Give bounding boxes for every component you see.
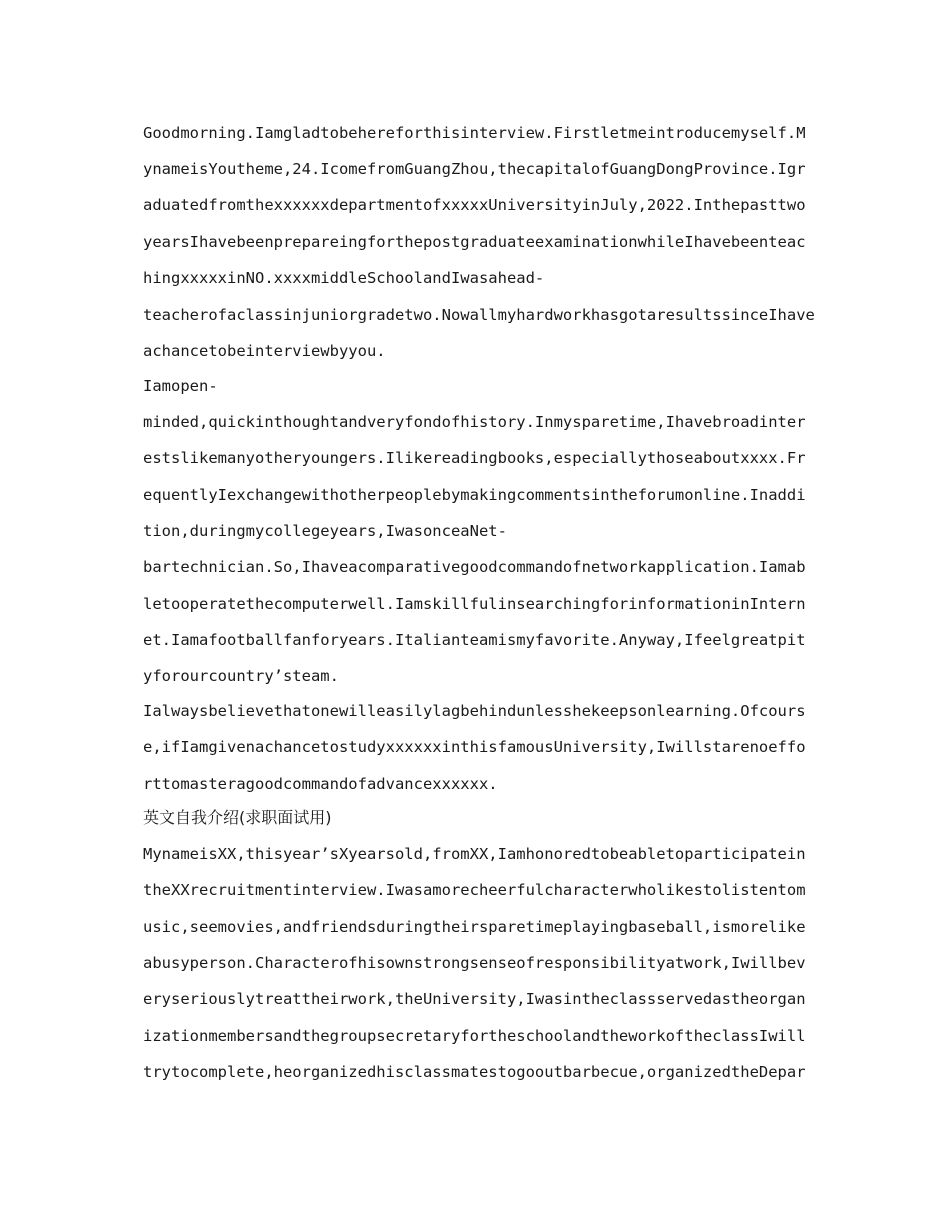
paragraph-3-line-3: rttomasteragoodcommandofadvancexxxxxx.	[143, 775, 498, 793]
paragraph-1-line-6: teacherofaclassinjuniorgradetwo.NowallmyhardworkhasgotaresultssinceIhave	[143, 306, 815, 324]
paragraph-4-line-7: trytocomplete,heorganizedhisclassmatestogooutbarbecue,organizedtheDepar	[143, 1063, 806, 1081]
paragraph-2-line-7: letooperatethecomputerwell.IamskillfulinsearchingforinformationinIntern	[143, 595, 806, 613]
paragraph-2-line-3: estslikemanyotheryoungers.Ilikereadingbooks,especiallythoseaboutxxxx.Fr	[143, 449, 806, 467]
paragraph-3-line-1: Ialwaysbelievethatonewilleasilylagbehindunlesshekeepsonlearning.Ofcours	[143, 702, 806, 720]
paragraph-1-line-4: yearsIhavebeenprepareingforthepostgraduateexaminationwhileIhavebeenteac	[143, 233, 806, 251]
paragraph-2-line-2: minded,quickinthoughtandveryfondofhistory.Inmysparetime,Ihavebroadinter	[143, 413, 806, 431]
paragraph-2-line-5: tion,duringmycollegeyears,IwasonceaNet-	[143, 522, 507, 540]
paragraph-1-line-3: aduatedfromthexxxxxxdepartmentofxxxxxUniversityinJuly,2022.Inthepasttwo	[143, 196, 806, 214]
paragraph-2-line-4: equentlyIexchangewithotherpeoplebymakingcommentsintheforumonline.Inaddi	[143, 486, 806, 504]
paragraph-3-line-2: e,ifIamgivenachancetostudyxxxxxxinthisfamousUniversity,Iwillstarenoeffo	[143, 738, 806, 756]
paragraph-4-line-2: theXXrecruitmentinterview.Iwasamorecheerfulcharacterwholikestolistentom	[143, 881, 806, 899]
paragraph-4-line-4: abusyperson.Characterofhisownstrongsenseofresponsibilityatwork,Iwillbev	[143, 954, 806, 972]
paragraph-1-line-7: achancetobeinterviewbyyou.	[143, 342, 386, 360]
paragraph-4-line-1: MynameisXX,thisyear’sXyearsold,fromXX,Iamhonoredtobeabletoparticipatein	[143, 845, 806, 863]
paragraph-2-line-9: yforourcountry’steam.	[143, 667, 339, 685]
paragraph-4-line-3: usic,seemovies,andfriendsduringtheirsparetimeplayingbaseball,ismorelike	[143, 918, 806, 936]
section-heading: 英文自我介绍(求职面试用)	[143, 808, 332, 827]
paragraph-2-line-6: bartechnician.So,Ihaveacomparativegoodcommandofnetworkapplication.Iamab	[143, 558, 806, 576]
paragraph-4-line-6: izationmembersandthegroupsecretaryfortheschoolandtheworkoftheclassIwill	[143, 1027, 806, 1045]
paragraph-1-line-5: hingxxxxxinNO.xxxxmiddleSchoolandIwasahead-	[143, 269, 545, 287]
paragraph-4-line-5: eryseriouslytreattheirwork,theUniversity,Iwasintheclassservedastheorgan	[143, 990, 806, 1008]
paragraph-2-line-1: Iamopen-	[143, 377, 218, 395]
paragraph-1-line-1: Goodmorning.Iamgladtobehereforthisinterview.Firstletmeintroducemyself.M	[143, 124, 806, 142]
paragraph-1-line-2: ynameisYoutheme,24.IcomefromGuangZhou,thecapitalofGuangDongProvince.Igr	[143, 160, 806, 178]
paragraph-2-line-8: et.Iamafootballfanforyears.Italianteamismyfavorite.Anyway,Ifeelgreatpit	[143, 631, 806, 649]
